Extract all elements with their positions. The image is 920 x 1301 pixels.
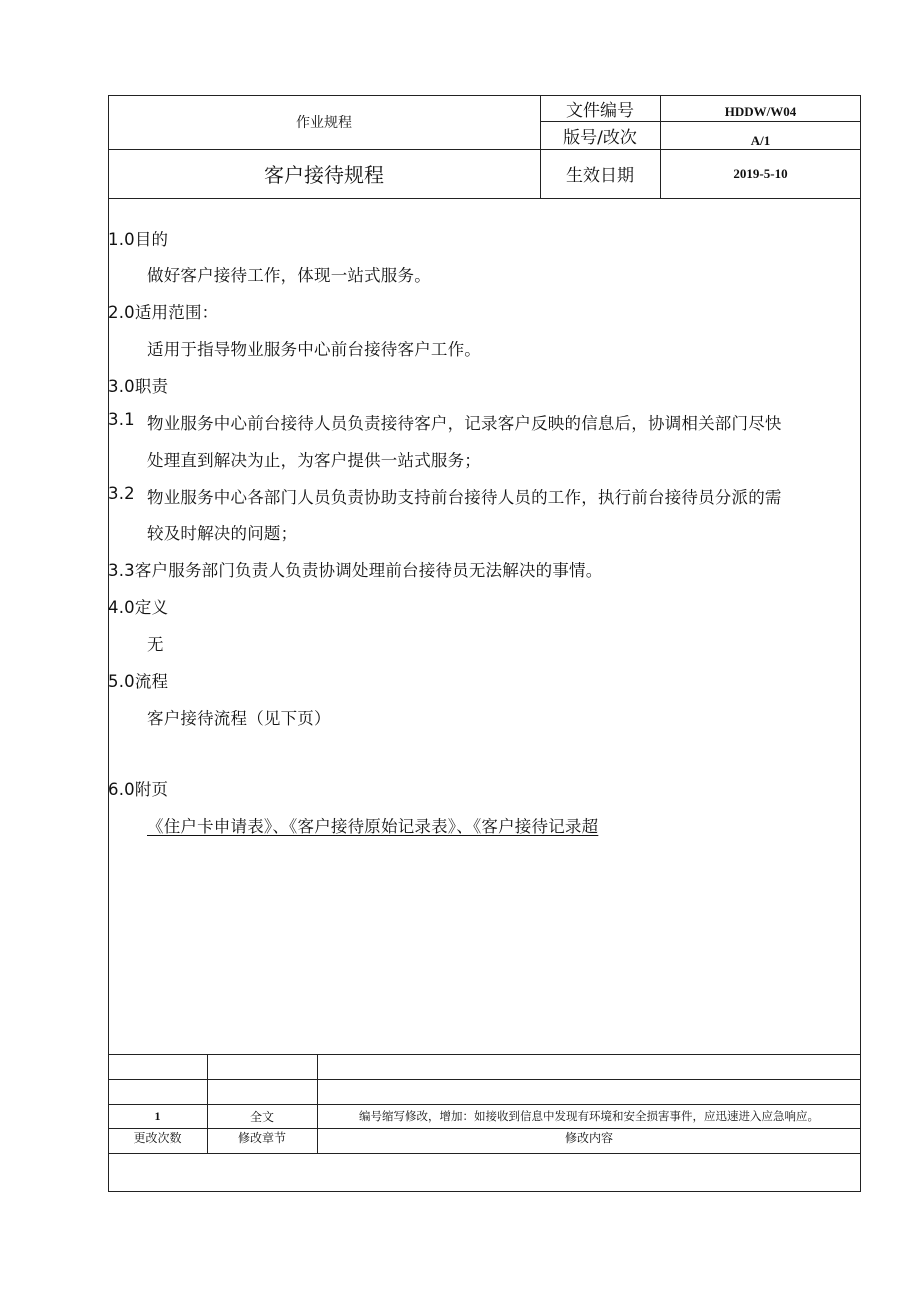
rev-content-value: 编号缩写修改，增加：如接收到信息中发现有环境和安全损害事件，应迅速进入应急响应。: [359, 1109, 819, 1123]
section-3-title: 3.0职责: [108, 377, 169, 396]
section-3-1-line-1: 物业服务中心前台接待人员负责接待客户，记录客户反映的信息后，协调相关部门尽快: [147, 414, 782, 433]
page-title: 客户接待规程: [264, 163, 384, 187]
rev-count-value: 1: [154, 1108, 161, 1123]
section-3-1-line-2: 处理直到解决为止，为客户提供一站式服务；: [147, 451, 481, 470]
section-6-text[interactable]: 《住户卡申请表》、《客户接待原始记录表》、《客户接待记录超: [147, 817, 599, 836]
section-6-title: 6.0附页: [108, 780, 169, 799]
rev-section-header: 修改章节: [237, 1130, 286, 1145]
section-3-1-number: 3.1: [108, 410, 135, 429]
section-2-text: 适用于指导物业服务中心前台接待客户工作。: [147, 340, 481, 359]
rev-count-header: 更改次数: [133, 1130, 182, 1145]
doc-no-label: 文件编号: [566, 100, 634, 121]
header-bottom: [108, 198, 861, 199]
section-4-title: 4.0定义: [108, 598, 169, 617]
rev-section-value: 全文: [249, 1109, 274, 1124]
section-3-2-line-2: 较及时解决的问题；: [147, 524, 298, 543]
rev-row-line-1: [108, 1054, 861, 1055]
rev-row-line-5: [108, 1153, 861, 1154]
section-1-text: 做好客户接待工作，体现一站式服务。: [147, 266, 431, 285]
document-frame: [108, 95, 861, 1192]
version-label: 版号/改次: [563, 127, 637, 148]
rev-content-header: 修改内容: [564, 1130, 613, 1145]
version-value: A/1: [750, 133, 771, 148]
section-2-title: 2.0适用范围：: [108, 303, 219, 322]
rev-row-line-2: [108, 1079, 861, 1080]
section-5-title: 5.0流程: [108, 672, 169, 691]
section-3-3: 3.3客户服务部门负责人负责协调处理前台接待员无法解决的事情。: [108, 561, 603, 580]
effective-date-value: 2019-5-10: [733, 165, 788, 181]
section-4-text: 无: [147, 635, 164, 654]
section-3-2-number: 3.2: [108, 484, 135, 503]
section-5-text: 客户接待流程（见下页）: [147, 709, 331, 728]
section-3-2-line-1: 物业服务中心各部门人员负责协助支持前台接待人员的工作，执行前台接待员分派的需: [147, 488, 782, 507]
effective-date-label: 生效日期: [566, 166, 634, 186]
doc-no-value: HDDW/W04: [724, 104, 797, 119]
section-1-title: 1.0目的: [108, 230, 169, 249]
doc-type: 作业规程: [296, 115, 352, 131]
